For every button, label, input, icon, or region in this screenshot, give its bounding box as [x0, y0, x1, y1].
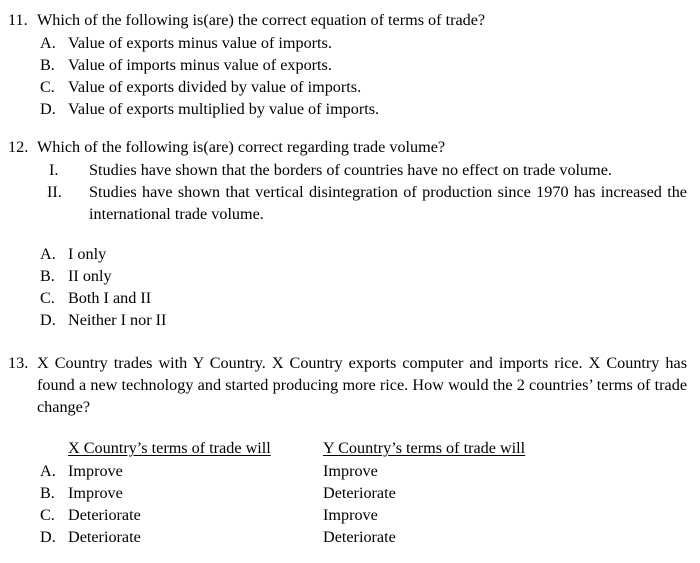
option-text: Value of exports minus value of imports. — [68, 34, 332, 52]
option-letter: A. — [40, 245, 56, 263]
statement-text: Studies have shown that vertical disintegration of production since 1970 has increased the international trade volume. — [89, 183, 687, 223]
question-stem: Which of the following is(are) the correct equation of terms of trade? — [37, 11, 486, 29]
option-text: Value of imports minus value of exports. — [68, 56, 332, 74]
option-y-value: Improve — [323, 462, 378, 480]
column-header-y: Y Country’s terms of trade will — [323, 439, 526, 457]
statement-numeral: II. — [47, 183, 62, 201]
option-letter: B. — [40, 267, 55, 285]
statement-numeral: I. — [49, 161, 59, 179]
option-text: Both I and II — [68, 289, 152, 307]
option-text: I only — [68, 245, 107, 263]
option-text: Value of exports divided by value of imports. — [68, 78, 362, 96]
option-letter: A. — [40, 34, 56, 52]
option-x-value: Improve — [68, 484, 123, 502]
option-letter: D. — [40, 528, 56, 546]
option-letter: D. — [40, 311, 56, 329]
option-y-value: Deteriorate — [323, 528, 396, 546]
question-stem: X Country trades with Y Country. X Country exports computer and imports rice. X Country has found a new technology and started producing more rice. How would the 2 countries’ terms of trade change? — [37, 354, 687, 416]
option-x-value: Deteriorate — [68, 506, 141, 524]
option-letter: D. — [40, 100, 56, 118]
option-text: Neither I nor II — [68, 311, 167, 329]
question-number: 12. — [8, 138, 29, 156]
option-letter: C. — [40, 78, 55, 96]
option-letter: B. — [40, 484, 55, 502]
option-text: Value of exports multiplied by value of imports. — [68, 100, 380, 118]
question-number: 11. — [8, 11, 28, 29]
option-letter: A. — [40, 462, 56, 480]
option-x-value: Improve — [68, 462, 123, 480]
option-letter: B. — [40, 56, 55, 74]
statement-text: Studies have shown that the borders of countries have no effect on trade volume. — [89, 161, 612, 179]
option-y-value: Deteriorate — [323, 484, 396, 502]
option-x-value: Deteriorate — [68, 528, 141, 546]
option-y-value: Improve — [323, 506, 378, 524]
question-stem: Which of the following is(are) correct regarding trade volume? — [37, 138, 446, 156]
column-header-x: X Country’s terms of trade will — [68, 439, 271, 457]
option-letter: C. — [40, 506, 55, 524]
question-number: 13. — [8, 354, 29, 372]
option-letter: C. — [40, 289, 55, 307]
option-text: II only — [68, 267, 112, 285]
